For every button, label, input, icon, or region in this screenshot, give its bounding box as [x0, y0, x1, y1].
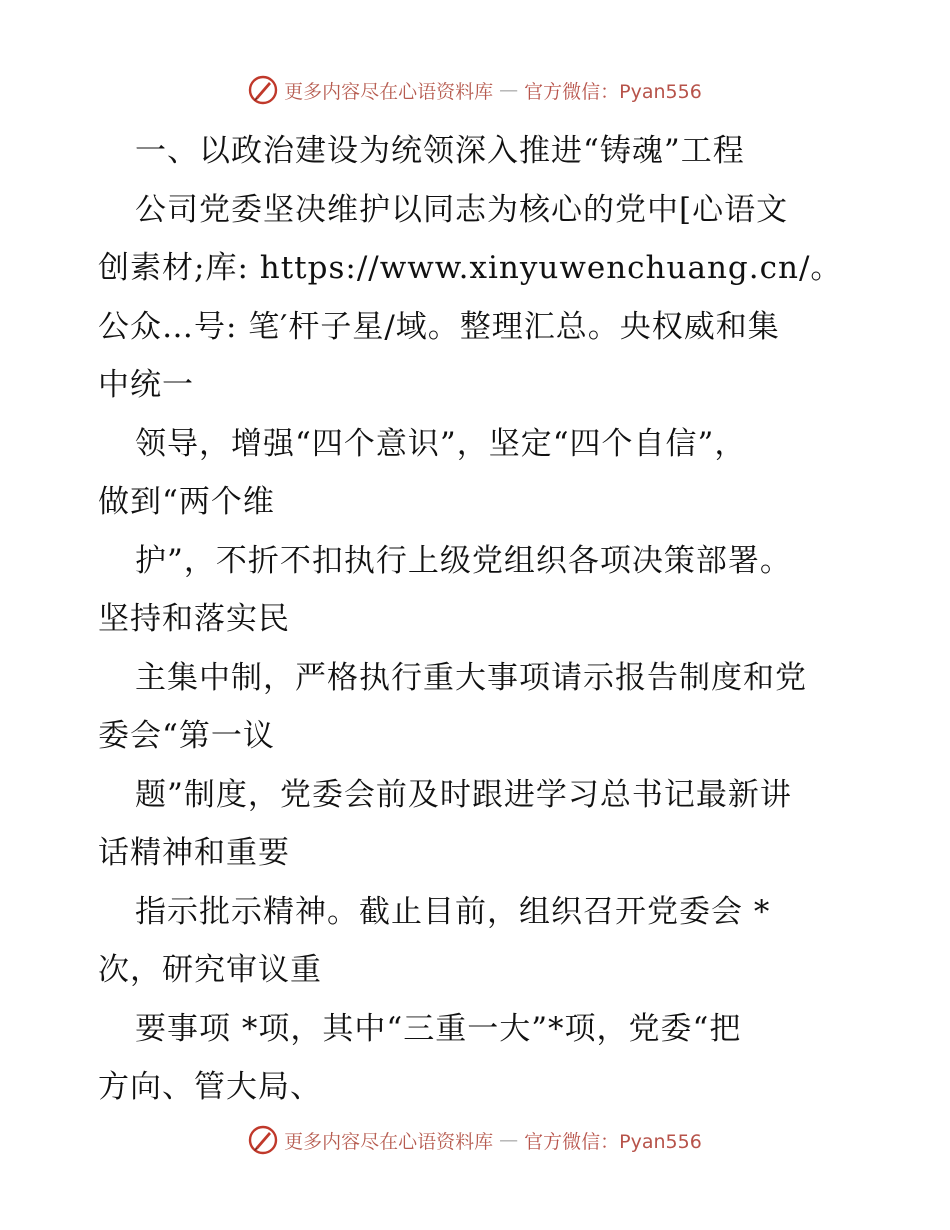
text-line: 坚持和落实民 — [98, 601, 290, 637]
banner-text: 更多内容尽在心语资料库 — [284, 1130, 494, 1153]
text-line: 次，研究审议重 — [98, 952, 322, 988]
text-line: 委会“第一议 — [98, 718, 275, 754]
text-line: 公众…号: 笔′杆子星/域。整理汇总。央权威和集 — [98, 308, 780, 345]
text-line: 要事项 *项，其中“三重一大”*项，党委“把 — [135, 1010, 742, 1047]
header-watermark-banner — [0, 70, 950, 110]
text-line: 话精神和重要 — [98, 835, 290, 871]
banner-dash: — — [499, 79, 519, 101]
banner-text: 更多内容尽在心语资料库 — [284, 80, 494, 103]
text-line: 中统一 — [98, 367, 194, 403]
quill-pen-logo-icon — [248, 1125, 278, 1155]
document-body — [98, 122, 858, 1117]
text-line: 公司党委坚决维护以同志为核心的党中[心语文 — [135, 191, 789, 228]
banner-contact: 官方微信：Pyan556 — [524, 1130, 702, 1153]
text-line: 一、以政治建设为统领深入推进“铸魂”工程 — [135, 133, 745, 169]
text-line: 题”制度，党委会前及时跟进学习总书记最新讲 — [135, 776, 792, 813]
text-line: 主集中制，严格执行重大事项请示报告制度和党 — [135, 659, 807, 696]
quill-pen-logo-icon — [248, 75, 278, 105]
text-line: 方向、管大局、 — [98, 1069, 322, 1105]
text-line: 创素材;库: https://www.xinyuwenchuang.cn/。 — [98, 250, 843, 286]
text-line: 指示批示精神。截止目前，组织召开党委会 * — [135, 893, 771, 930]
text-line: 领导，增强“四个意识”，坚定“四个自信”， — [135, 425, 747, 462]
text-line: 做到“两个维 — [98, 484, 275, 520]
banner-dash: — — [499, 1129, 519, 1151]
text-line: 护”，不折不扣执行上级党组织各项决策部署。 — [135, 542, 792, 579]
footer-watermark-banner — [0, 1120, 950, 1160]
banner-contact: 官方微信：Pyan556 — [524, 80, 702, 103]
